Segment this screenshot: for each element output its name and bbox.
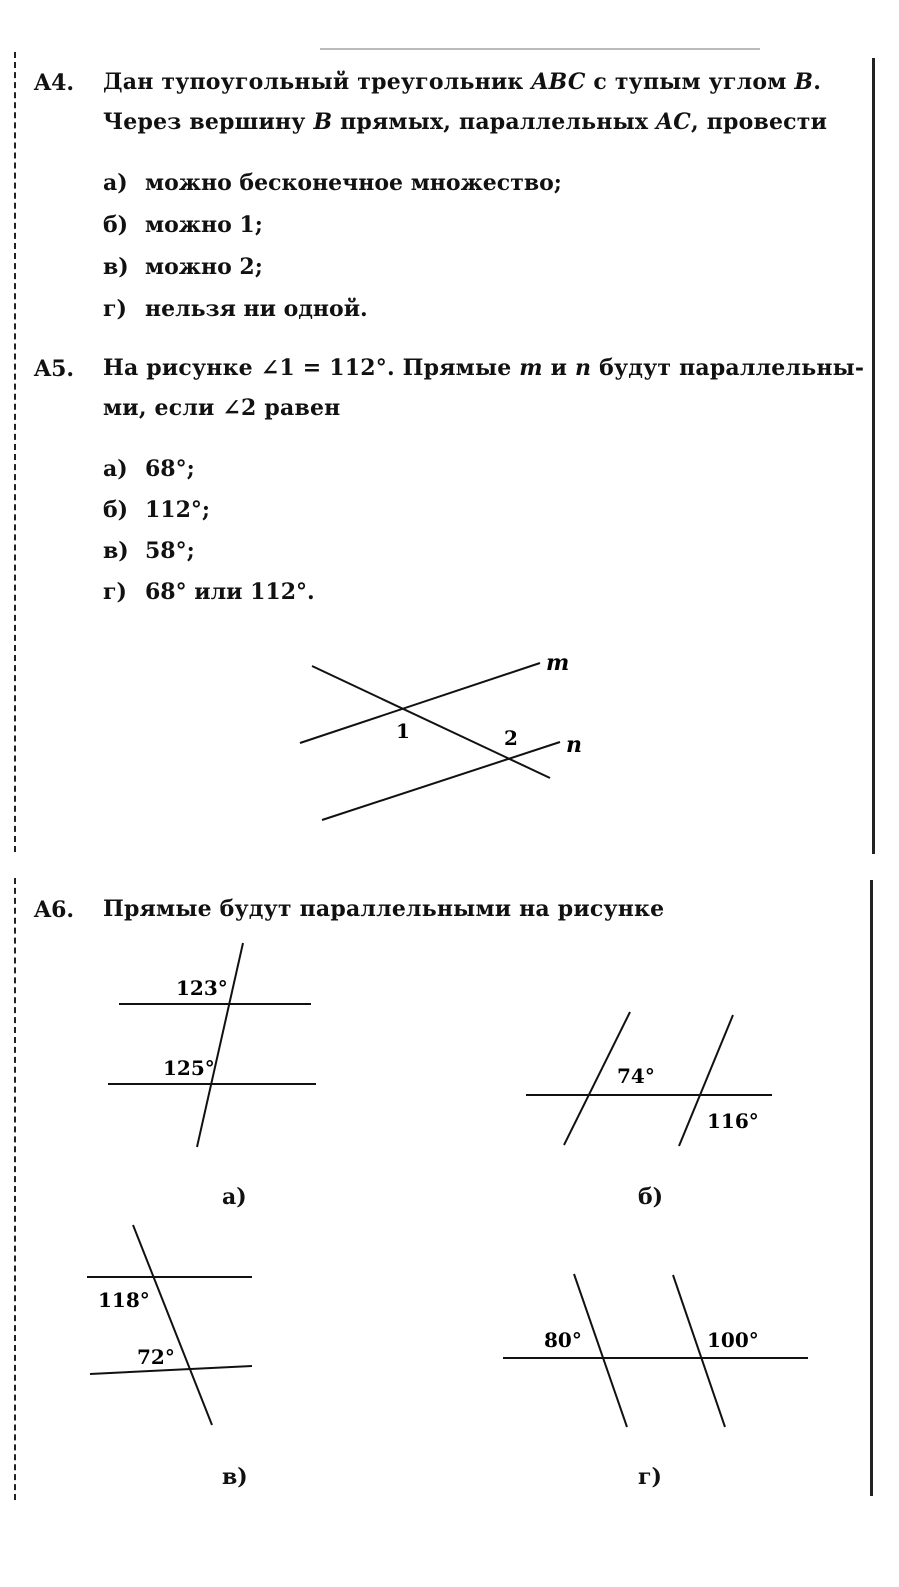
a6-caption-v: в) <box>222 1464 248 1490</box>
a5-label-m: m <box>546 650 570 676</box>
a5-option-a: а) 68°; <box>103 456 195 482</box>
a5-option-v: в) 58°; <box>103 538 195 564</box>
a6-figure-v <box>87 1225 252 1425</box>
a6-caption-a: а) <box>222 1184 247 1210</box>
a6-v-angle-top: 118° <box>98 1288 150 1312</box>
a6-figure-g <box>503 1274 808 1427</box>
a5-option-b: б) 112°; <box>103 497 211 523</box>
a6-b-angle-right: 116° <box>707 1109 759 1133</box>
a6-figure-b <box>526 1012 772 1146</box>
a6-g-angle-left: 80° <box>544 1328 582 1352</box>
a5-label-n: n <box>566 732 582 758</box>
a5-option-g: г) 68° или 112°. <box>103 579 315 605</box>
question-a6-text: Прямые будут параллельными на рисунке <box>103 896 665 922</box>
question-a5-line-2: ми, если ∠2 равен <box>103 395 341 421</box>
a4-option-v: в) можно 2; <box>103 254 263 280</box>
a5-angle-1: 1 <box>396 719 410 743</box>
question-a5-number: A5. <box>34 356 75 382</box>
a4-option-b: б) можно 1; <box>103 212 263 238</box>
question-a4-line-1: Дан тупоугольный треугольник ABC с тупым углом B. <box>103 69 822 95</box>
a6-a-angle-top: 123° <box>176 976 228 1000</box>
a4-option-g: г) нельзя ни одной. <box>103 296 368 322</box>
a4-option-a: а) можно бесконечное множество; <box>103 170 562 196</box>
question-a5-line-1: На рисунке ∠1 = 112°. Прямые m и n будут параллельны- <box>103 355 865 381</box>
a6-a-transversal <box>197 943 243 1147</box>
a6-a-angle-bottom: 125° <box>163 1056 215 1080</box>
question-a6-number: A6. <box>34 897 75 923</box>
a5-angle-2: 2 <box>504 726 518 750</box>
a6-v-transversal <box>133 1225 212 1425</box>
question-a4-line-2: Через вершину B прямых, параллельных AC, провести <box>103 109 828 135</box>
a6-caption-g: г) <box>638 1464 662 1490</box>
a6-g-angle-right: 100° <box>707 1328 759 1352</box>
a6-v-angle-bottom: 72° <box>137 1345 175 1369</box>
a6-g-transversal-left <box>574 1274 627 1427</box>
a6-figure-a <box>108 943 316 1147</box>
question-a4-number: A4. <box>34 70 75 96</box>
a6-caption-b: б) <box>638 1184 664 1210</box>
a6-b-angle-left: 74° <box>617 1064 655 1088</box>
